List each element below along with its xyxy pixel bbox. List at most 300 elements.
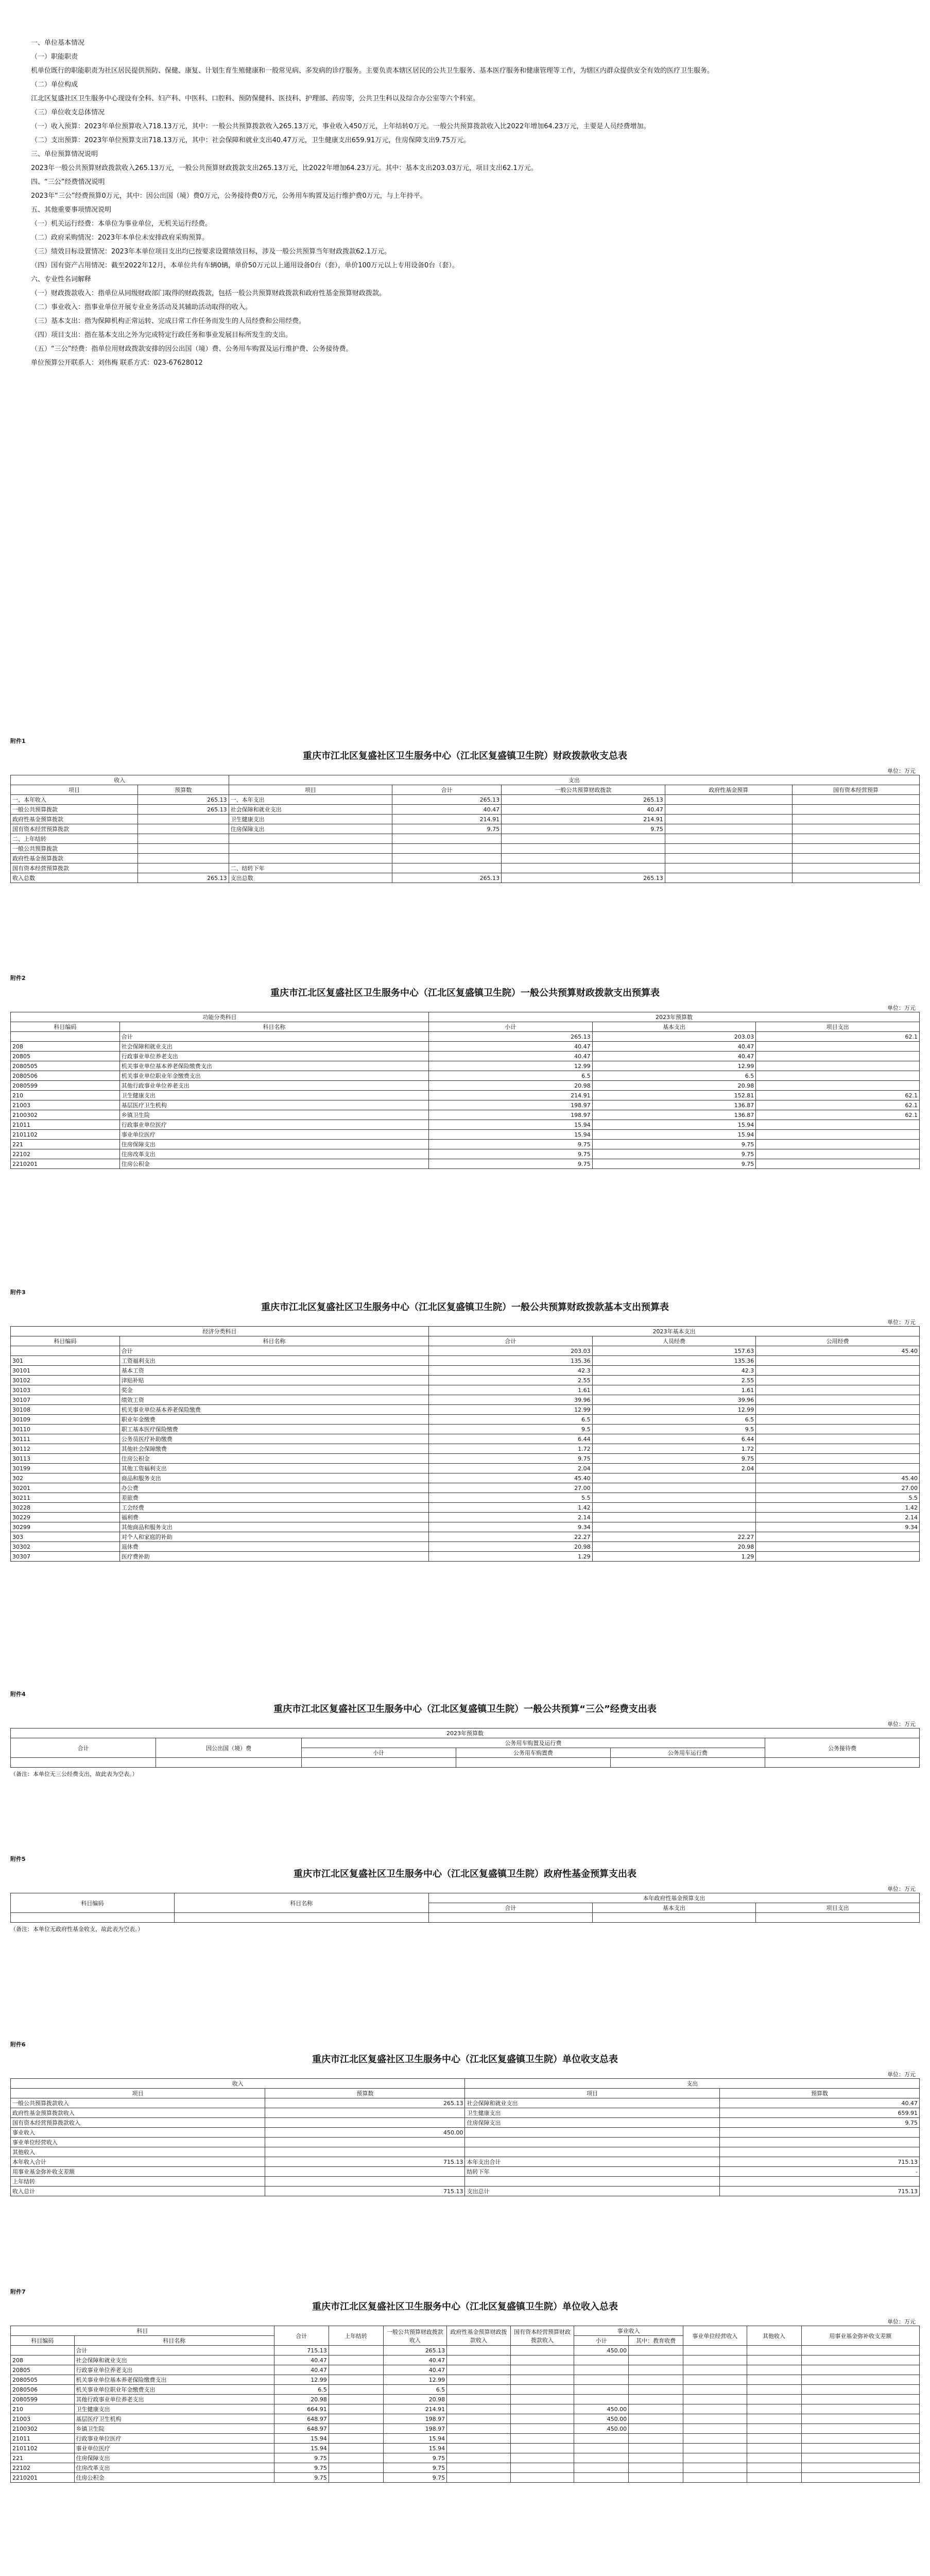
intro-line: 五、其他重要事项情况说明 xyxy=(31,206,112,214)
unit-label: 单位：万元 xyxy=(887,2318,916,2325)
table-cell xyxy=(756,1356,920,1366)
table-cell: 2.55 xyxy=(428,1376,592,1385)
table-cell: 30201 xyxy=(11,1483,120,1493)
header-subject: 科目 xyxy=(11,2326,274,2336)
table-row xyxy=(11,1346,920,1356)
table-cell xyxy=(447,2444,511,2453)
table-cell: 20.98 xyxy=(428,1542,592,1552)
header-basic: 基本支出 xyxy=(592,1022,756,1032)
table-cell xyxy=(138,834,229,844)
table-cell: 30113 xyxy=(11,1454,120,1464)
table-row xyxy=(11,2424,920,2434)
table-cell: 22.27 xyxy=(428,1532,592,1542)
table-row xyxy=(11,834,920,844)
table-cell xyxy=(756,1552,920,1562)
table-cell: 社会保障和就业支出 xyxy=(465,2098,719,2108)
table-cell: 45.40 xyxy=(756,1346,920,1356)
table-cell: 40.47 xyxy=(274,2355,329,2365)
table-cell xyxy=(502,844,665,854)
unit-label: 单位：万元 xyxy=(887,2071,916,2078)
table-cell xyxy=(629,2463,683,2473)
table-cell xyxy=(510,2385,574,2395)
table-cell xyxy=(629,2346,683,2355)
table-row xyxy=(11,1376,920,1385)
table-cell: 一、本年收入 xyxy=(11,795,138,805)
table-cell: 157.63 xyxy=(592,1346,756,1356)
header-year: 2023年基本支出 xyxy=(428,1327,919,1336)
table-cell: 40.47 xyxy=(383,2355,447,2365)
table-cell xyxy=(801,2404,920,2414)
table-cell xyxy=(329,2375,383,2385)
table-cell xyxy=(329,2424,383,2434)
table-cell: 1.42 xyxy=(756,1503,920,1513)
table-cell xyxy=(329,2404,383,2414)
table-cell: 1.29 xyxy=(428,1552,592,1562)
table-cell xyxy=(747,2385,801,2395)
table-cell: 退休费 xyxy=(119,1542,428,1552)
table-cell: 机关事业单位基本养老保险缴费支出 xyxy=(119,1061,428,1071)
section-general-expense xyxy=(10,974,920,1169)
table-row xyxy=(11,1454,920,1464)
table-cell xyxy=(138,863,229,873)
table-cell: 卫生健康支出 xyxy=(229,815,392,824)
table-cell xyxy=(801,2434,920,2444)
table-cell: 62.1 xyxy=(756,1032,920,1042)
table-cell: 9.75 xyxy=(274,2453,329,2463)
table-row xyxy=(11,844,920,854)
table-cell xyxy=(747,2346,801,2355)
table-cell: 20805 xyxy=(11,1052,120,1061)
table-cell: 2080599 xyxy=(11,1081,120,1091)
table-cell: 基本工资 xyxy=(119,1366,428,1376)
table-cell: 265.13 xyxy=(392,795,502,805)
table-row xyxy=(11,1493,920,1503)
table-row xyxy=(11,1366,920,1376)
intro-line: 单位预算公开联系人：刘伟梅 联系方式：023-67628012 xyxy=(31,359,203,367)
table-cell: 12.99 xyxy=(592,1405,756,1415)
table-cell xyxy=(756,1159,920,1169)
table-cell xyxy=(447,2346,511,2355)
table-cell: 265.13 xyxy=(392,873,502,883)
header-item: 项目 xyxy=(11,785,138,795)
header-total: 合计 xyxy=(11,1738,156,1758)
table-row xyxy=(11,1032,920,1042)
table-cell xyxy=(447,2424,511,2434)
table-cell xyxy=(756,1464,920,1473)
table-row xyxy=(11,2346,920,2355)
intro-line: 三、单位预算情况说明 xyxy=(31,150,98,158)
table-cell xyxy=(502,854,665,863)
table-cell: 绩效工资 xyxy=(119,1395,428,1405)
table-cell xyxy=(502,834,665,844)
intro-line: （二）支出预算：2023年单位预算支出718.13万元，其中：社会保障和就业支出40.47万元，卫生健康支出659.91万元，住房保障支出9.75万元。 xyxy=(31,137,471,144)
header-fund-fill: 用事业基金弥补收支差额 xyxy=(801,2326,920,2346)
table-cell xyxy=(629,2385,683,2395)
table-cell: 一般公共预算拨款收入 xyxy=(11,2098,265,2108)
table-title: 重庆市江北区复盛社区卫生服务中心（江北区复盛镇卫生院）单位收入总表 xyxy=(312,2301,618,2312)
intro-line: （一）职能职责 xyxy=(31,53,78,61)
table-cell xyxy=(629,2355,683,2365)
table-row xyxy=(11,2177,920,2187)
attachment-label: 附件1 xyxy=(10,738,26,744)
table-cell xyxy=(510,2444,574,2453)
table-cell xyxy=(756,1376,920,1385)
table-cell: 住房改革支出 xyxy=(74,2463,274,2473)
table-cell xyxy=(629,2434,683,2444)
table-cell: 30107 xyxy=(11,1395,120,1405)
table-row xyxy=(11,1130,920,1140)
table-cell: 30307 xyxy=(11,1552,120,1562)
table-cell: 国有资本经营预算拨款 xyxy=(11,863,138,873)
table-cell: 15.94 xyxy=(428,1130,592,1140)
table-cell: 其他行政事业单位养老支出 xyxy=(74,2395,274,2404)
table-cell: 30103 xyxy=(11,1385,120,1395)
table-cell: 2101102 xyxy=(11,1130,120,1140)
table-cell: 15.94 xyxy=(383,2434,447,2444)
table-cell: 20.98 xyxy=(428,1081,592,1091)
table-cell: 9.75 xyxy=(428,1159,592,1169)
table-cell: 40.47 xyxy=(502,805,665,815)
table-cell xyxy=(510,2473,574,2483)
table-cell: 9.75 xyxy=(274,2463,329,2473)
table-cell: 136.87 xyxy=(592,1100,756,1110)
table-cell xyxy=(329,2434,383,2444)
table-cell xyxy=(329,2444,383,2453)
table-cell xyxy=(719,2128,919,2138)
intro-line: （一）机关运行经费：本单位为事业单位，无机关运行经费。 xyxy=(31,220,212,228)
header-biz: 事业收入 xyxy=(574,2326,683,2336)
header-name: 科目名称 xyxy=(119,1022,428,1032)
table-cell: 收入总数 xyxy=(11,873,138,883)
table-cell xyxy=(792,834,919,844)
table-cell: 27.00 xyxy=(756,1483,920,1493)
table-cell xyxy=(510,2375,574,2385)
table-cell: 医疗费补助 xyxy=(119,1552,428,1562)
table-title: 重庆市江北区复盛社区卫生服务中心（江北区复盛镇卫生院）财政拨款收支总表 xyxy=(303,751,627,761)
table-cell: 2.55 xyxy=(592,1376,756,1385)
table-cell xyxy=(447,2385,511,2395)
table-cell: 9.75 xyxy=(592,1159,756,1169)
table-row xyxy=(11,1120,920,1130)
table-cell: 一般公共预算拨款 xyxy=(11,805,138,815)
table-cell: 差旅费 xyxy=(119,1493,428,1503)
table-cell: 42.3 xyxy=(428,1366,592,1376)
table-cell xyxy=(792,824,919,834)
table-cell xyxy=(510,2453,574,2463)
table-cell: 卫生健康支出 xyxy=(465,2108,719,2118)
table-cell xyxy=(574,2375,629,2385)
table-title: 重庆市江北区复盛社区卫生服务中心（江北区复盛镇卫生院）一般公共预算财政拨款基本支出预算表 xyxy=(261,1302,669,1313)
header-code: 科目编码 xyxy=(11,2336,75,2346)
table-cell xyxy=(747,2453,801,2463)
table-cell: 1.61 xyxy=(428,1385,592,1395)
table-cell xyxy=(574,2444,629,2453)
table-cell xyxy=(756,1149,920,1159)
table-cell xyxy=(665,805,792,815)
intro-line: （三）单位收支总体情况 xyxy=(31,109,105,116)
table-cell xyxy=(329,2463,383,2473)
table-cell: 9.34 xyxy=(428,1522,592,1532)
table-cell: 9.75 xyxy=(428,1454,592,1464)
table-cell: 2100302 xyxy=(11,1110,120,1120)
table-cell xyxy=(801,2463,920,2473)
table-row xyxy=(11,1149,920,1159)
table-cell: 136.87 xyxy=(592,1110,756,1120)
table-cell: 6.5 xyxy=(592,1071,756,1081)
table-cell xyxy=(683,2424,747,2434)
table-cell: 机关事业单位职业年金缴费支出 xyxy=(119,1071,428,1081)
table-cell xyxy=(665,824,792,834)
table-row xyxy=(11,1042,920,1052)
table-cell: 住房保障支出 xyxy=(229,824,392,834)
table-cell xyxy=(756,1415,920,1425)
table-cell xyxy=(392,854,502,863)
table-cell: 住房保障支出 xyxy=(119,1140,428,1149)
table-cell xyxy=(329,2346,383,2355)
table-cell xyxy=(801,2395,920,2404)
table-cell: 648.97 xyxy=(274,2424,329,2434)
table-cell: 208 xyxy=(11,2355,75,2365)
table-cell: 2080506 xyxy=(11,1071,120,1081)
table-cell: 其他商品和服务支出 xyxy=(119,1522,428,1532)
table-cell: 行政事业单位医疗 xyxy=(119,1120,428,1130)
intro-line: （二）单位构成 xyxy=(31,81,78,89)
header-income: 收入 xyxy=(11,775,229,785)
table-cell: 卫生健康支出 xyxy=(74,2404,274,2414)
table-cell xyxy=(265,2138,465,2147)
table-cell: 2210201 xyxy=(11,1159,120,1169)
header-total: 合计 xyxy=(274,2326,329,2346)
table-row xyxy=(11,1532,920,1542)
table-cell xyxy=(329,2395,383,2404)
table-cell: 62.1 xyxy=(756,1091,920,1100)
table-cell xyxy=(747,2424,801,2434)
table-cell: 5.5 xyxy=(756,1493,920,1503)
table-cell xyxy=(510,2395,574,2404)
table-row xyxy=(11,2098,920,2108)
table-cell: 40.47 xyxy=(428,1052,592,1061)
table-cell: 21003 xyxy=(11,1100,120,1110)
table-row xyxy=(11,1071,920,1081)
table-cell: 40.47 xyxy=(592,1052,756,1061)
table-cell: 40.47 xyxy=(428,1042,592,1052)
section-unit-income xyxy=(10,2287,920,2483)
unit-income-table xyxy=(10,2326,920,2483)
table-cell: 政府性基金预算拨款收入 xyxy=(11,2108,265,2118)
table-cell: 22102 xyxy=(11,2463,75,2473)
table-cell: 6.5 xyxy=(274,2385,329,2395)
table-cell xyxy=(747,2463,801,2473)
table-cell xyxy=(592,1513,756,1522)
table-row xyxy=(11,2414,920,2424)
table-cell: 715.13 xyxy=(265,2157,465,2167)
table-cell xyxy=(665,873,792,883)
table-cell: 公务员医疗补助缴费 xyxy=(119,1434,428,1444)
table-cell xyxy=(756,1042,920,1052)
table-row xyxy=(11,1140,920,1149)
table-cell: 国有资本经营预算拨款 xyxy=(11,824,138,834)
table-row xyxy=(11,805,920,815)
table-cell: 30111 xyxy=(11,1434,120,1444)
intro-line: （三）基本支出：指为保障机构正常运转、完成日常工作任务而发生的人员经费和公用经费。 xyxy=(31,317,306,325)
table-cell: 一般公共预算拨款 xyxy=(11,844,138,854)
table-cell: 9.75 xyxy=(592,1149,756,1159)
table-cell xyxy=(747,2414,801,2424)
table-cell xyxy=(792,863,919,873)
table-cell: 1.72 xyxy=(428,1444,592,1454)
table-row xyxy=(11,1091,920,1100)
table-row xyxy=(11,1061,920,1071)
table-cell xyxy=(747,2434,801,2444)
table-cell: 9.75 xyxy=(392,824,502,834)
table-cell: 合计 xyxy=(119,1032,428,1042)
table-cell: 62.1 xyxy=(756,1100,920,1110)
intro-line: 一、单位基本情况 xyxy=(31,39,85,47)
table-cell: 9.5 xyxy=(592,1425,756,1434)
table-cell: 事业收入 xyxy=(11,2128,265,2138)
table-cell xyxy=(683,2434,747,2444)
table-cell: 30228 xyxy=(11,1503,120,1513)
table-cell xyxy=(392,844,502,854)
header-code: 科目编码 xyxy=(11,1336,120,1346)
table-cell xyxy=(592,1473,756,1483)
table-cell: 265.13 xyxy=(428,1032,592,1042)
table-cell xyxy=(756,1052,920,1061)
table-row xyxy=(11,2444,920,2453)
table-cell: 1.72 xyxy=(592,1444,756,1454)
table-cell: 工会经费 xyxy=(119,1503,428,1513)
table-cell: 2101102 xyxy=(11,2444,75,2453)
table-cell: 265.13 xyxy=(383,2346,447,2355)
table-cell xyxy=(792,844,919,854)
table-cell xyxy=(11,1032,120,1042)
table-cell: 支出总数 xyxy=(229,873,392,883)
basic-expense-table xyxy=(10,1326,920,1562)
table-cell: 12.99 xyxy=(383,2375,447,2385)
table-cell: 208 xyxy=(11,1042,120,1052)
table-cell: 1.42 xyxy=(428,1503,592,1513)
table-cell xyxy=(510,2365,574,2375)
header-general: 一般公共预算财政拨款收入 xyxy=(383,2326,447,2346)
table-cell: 行政事业单位养老支出 xyxy=(74,2365,274,2375)
table-cell: 12.99 xyxy=(428,1061,592,1071)
table-cell: 20805 xyxy=(11,2365,75,2375)
table-cell xyxy=(801,2414,920,2424)
header-project: 项目支出 xyxy=(756,1022,920,1032)
table-cell: 住房保障支出 xyxy=(74,2453,274,2463)
table-cell: 6.5 xyxy=(383,2385,447,2395)
section-unit-summary xyxy=(10,2040,920,2196)
table-row xyxy=(11,2187,920,2196)
table-cell xyxy=(629,2444,683,2453)
intro-text xyxy=(31,36,901,370)
table-cell: 6.44 xyxy=(592,1434,756,1444)
intro-line: （三）绩效目标设置情况：2023年本单位项目支出均已按要求设置绩效目标，涉及一般公共预算当年财政拨款62.1万元。 xyxy=(31,248,391,256)
table-row xyxy=(11,1542,920,1552)
table-cell xyxy=(447,2453,511,2463)
table-cell: 30302 xyxy=(11,1542,120,1552)
table-cell: 303 xyxy=(11,1532,120,1542)
table-cell xyxy=(510,2346,574,2355)
section-three-public xyxy=(10,1690,920,1778)
header-sum: 合计 xyxy=(428,1336,592,1346)
table-cell: 45.40 xyxy=(756,1473,920,1483)
table-cell: 20.98 xyxy=(274,2395,329,2404)
table-title: 重庆市江北区复盛社区卫生服务中心（江北区复盛镇卫生院）一般公共预算财政拨款支出预算表 xyxy=(270,988,660,998)
table-cell xyxy=(574,2395,629,2404)
table-cell xyxy=(719,2138,919,2147)
table-row xyxy=(11,873,920,883)
table-cell: 9.34 xyxy=(756,1522,920,1532)
table-cell xyxy=(510,2424,574,2434)
table-cell: 卫生健康支出 xyxy=(119,1091,428,1100)
table-cell xyxy=(465,2147,719,2157)
header-year: 2023年预算数 xyxy=(11,1728,920,1738)
table-cell: 42.3 xyxy=(592,1366,756,1376)
table-row xyxy=(11,824,920,834)
header-budget: 预算数 xyxy=(719,2089,919,2098)
table-cell xyxy=(11,2346,75,2355)
table-cell: 2210201 xyxy=(11,2473,75,2483)
unit-summary-table xyxy=(10,2078,920,2196)
header-fund: 政府性基金预算财政拨款收入 xyxy=(447,2326,511,2346)
table-cell xyxy=(447,2355,511,2365)
table-cell: 基层医疗卫生机构 xyxy=(119,1100,428,1110)
table-cell xyxy=(747,2365,801,2375)
table-cell: 214.91 xyxy=(383,2404,447,2414)
table-cell xyxy=(756,1366,920,1376)
table-cell: 2100302 xyxy=(11,2424,75,2434)
table-cell: 9.75 xyxy=(428,1149,592,1159)
header-expense: 支出 xyxy=(465,2079,920,2089)
table-cell xyxy=(792,854,919,863)
table-cell: 办公费 xyxy=(119,1483,428,1493)
table-cell: 9.5 xyxy=(428,1425,592,1434)
table-cell xyxy=(756,1395,920,1405)
table-cell xyxy=(510,2404,574,2414)
table-cell: 302 xyxy=(11,1473,120,1483)
unit-label: 单位：万元 xyxy=(887,1886,916,1892)
table-row xyxy=(11,1513,920,1522)
table-cell: 40.47 xyxy=(719,2098,919,2108)
table-cell xyxy=(801,2375,920,2385)
table-cell xyxy=(747,2375,801,2385)
table-cell: 221 xyxy=(11,1140,120,1149)
table-cell xyxy=(756,1425,920,1434)
table-cell: 机关事业单位职业年金缴费支出 xyxy=(74,2385,274,2395)
table-cell xyxy=(447,2414,511,2424)
table-row xyxy=(11,1405,920,1415)
table-cell: 659.91 xyxy=(719,2108,919,2118)
header-biz-op: 事业单位经营收入 xyxy=(683,2326,747,2346)
table-row xyxy=(11,1503,920,1513)
table-cell: 政府性基金预算拨款 xyxy=(11,815,138,824)
table-cell xyxy=(756,1061,920,1071)
table-cell: 1.29 xyxy=(592,1552,756,1562)
table-cell: 本年收入合计 xyxy=(11,2157,265,2167)
table-row xyxy=(11,1464,920,1473)
table-row xyxy=(11,1425,920,1434)
table-cell xyxy=(683,2414,747,2424)
table-cell xyxy=(801,2424,920,2434)
table-cell: 39.96 xyxy=(428,1395,592,1405)
table-cell: 30109 xyxy=(11,1415,120,1425)
table-cell: 15.94 xyxy=(592,1120,756,1130)
table-cell: 30101 xyxy=(11,1366,120,1376)
unit-label: 单位：万元 xyxy=(887,768,916,774)
header-abroad: 因公出国（境）费 xyxy=(156,1738,301,1758)
table-cell: 40.47 xyxy=(274,2365,329,2375)
